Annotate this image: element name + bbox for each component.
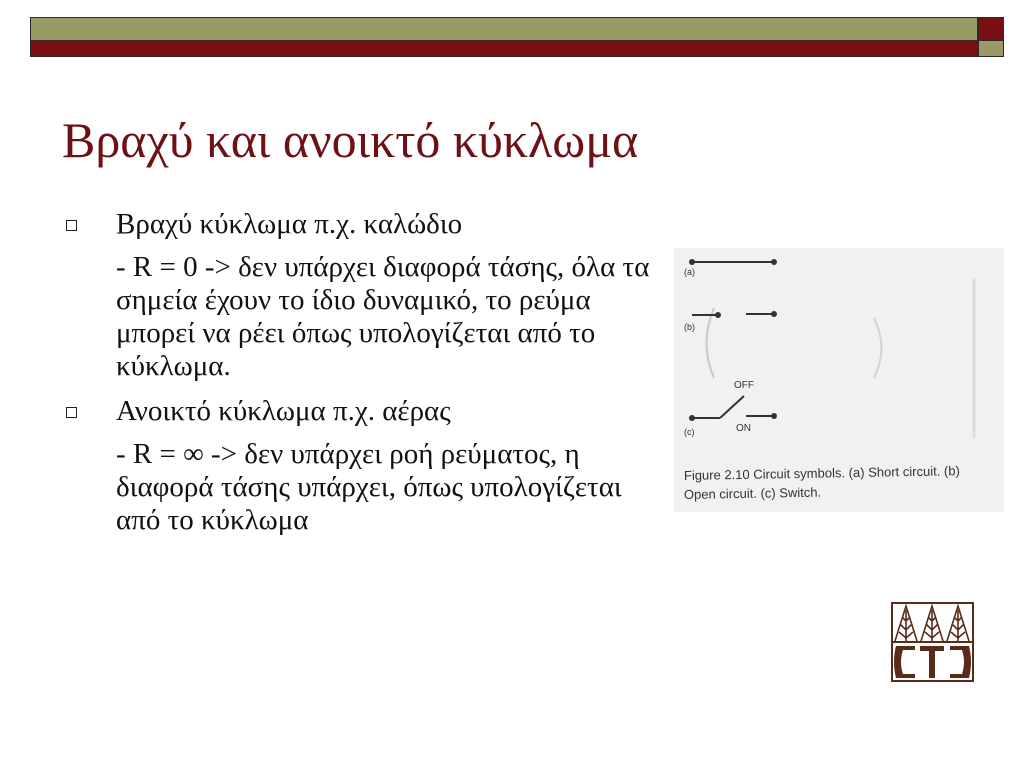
bullet-item-open-circuit xyxy=(66,395,666,428)
header-corner-olive xyxy=(978,41,1004,57)
square-bullet-icon xyxy=(66,220,77,231)
switch-on-label: ON xyxy=(736,423,751,434)
faint-scan-mark xyxy=(707,308,715,378)
bullet-detail: - R = ∞ -> δεν υπάρχει ροή ρεύματος, η διαφορά τάσης υπάρχει, όπως υπολογίζεται από το κύκλωμα xyxy=(116,438,622,536)
label-b: (b) xyxy=(684,322,695,332)
terminal-dot xyxy=(771,259,777,265)
bullet-text: Βραχύ κύκλωμα π.χ. καλώδιο xyxy=(116,208,463,240)
square-bullet-icon xyxy=(66,407,77,418)
bullet-item-short-circuit xyxy=(66,208,666,241)
header-corner-dark xyxy=(978,17,1004,41)
bullet-text: Ανοικτό κύκλωμα π.χ. αέρας xyxy=(116,395,451,427)
circuit-symbols-diagram xyxy=(674,248,1004,512)
switch-off-label: OFF xyxy=(734,380,754,391)
figure-caption-line-2: Open circuit. (c) Switch. xyxy=(683,484,822,502)
university-logo-icon xyxy=(891,602,974,682)
terminal-dot xyxy=(715,312,721,318)
terminal-dot xyxy=(689,259,695,265)
label-a: (a) xyxy=(684,267,695,277)
terminal-dot xyxy=(771,311,777,317)
label-c: (c) xyxy=(684,427,695,437)
switch-lever xyxy=(720,396,744,418)
bullet-detail: - R = 0 -> δεν υπάρχει διαφορά τάσης, όλα τα σημεία έχουν το ίδιο δυναμικό, το ρεύμα μπορεί να ρέει όπως υπολογίζεται από το κύκλωμα. xyxy=(116,251,650,382)
bullet-list xyxy=(66,208,666,537)
faint-scan-mark xyxy=(874,318,882,378)
terminal-dot xyxy=(689,415,695,421)
slide-title: Βραχύ και ανοικτό κύκλωμα xyxy=(62,112,639,168)
header-bar-olive xyxy=(30,17,978,41)
university-logo xyxy=(891,602,974,682)
header-bar-dark xyxy=(30,41,978,57)
terminal-dot xyxy=(771,413,777,419)
circuit-symbols-figure xyxy=(674,248,1004,512)
figure-caption-line-1: Figure 2.10 Circuit symbols. (a) Short circuit. (b) xyxy=(683,463,960,483)
